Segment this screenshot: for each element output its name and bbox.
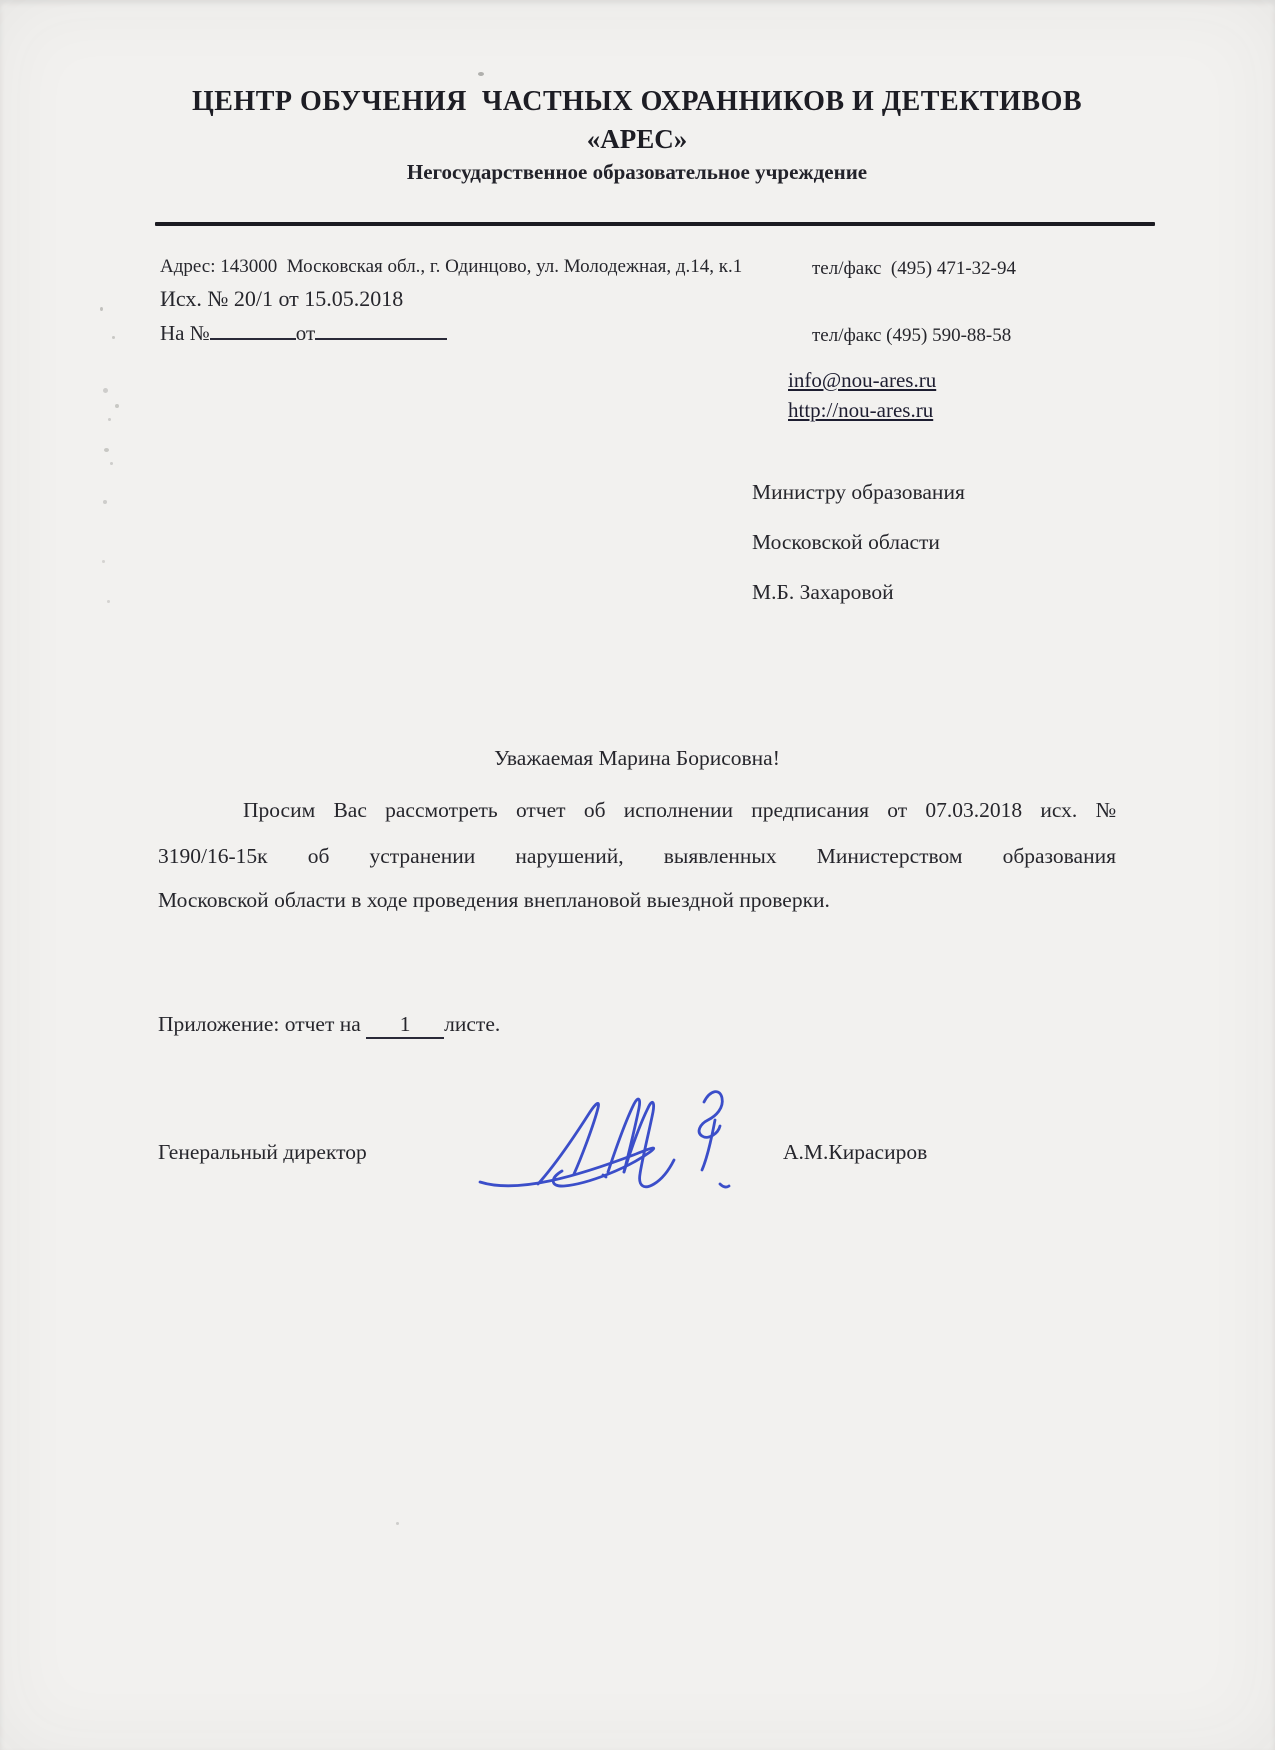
incoming-date-blank [315,318,447,340]
email-link: info@nou-ares.ru [788,368,937,392]
scan-speck [396,1522,399,1525]
website-link: http://nou-ares.ru [788,398,934,422]
body-line-2: 3190/16-15к об устранении нарушений, выявленных Министерством образования [158,844,1116,868]
recipient-line-2: Московской области [752,530,940,554]
salutation: Уважаемая Марина Борисовна! [494,746,780,770]
outgoing-number-line: Исх. № 20/1 от 15.05.2018 [160,286,404,311]
header-divider-rule [155,222,1155,226]
body-line-3: Московской области в ходе проведения внеплановой выездной проверки. [158,888,830,912]
incoming-reference-middle: от [295,320,316,345]
phone-fax-1: тел/факс (495) 471-32-94 [812,258,1016,279]
scan-speck [478,72,484,76]
attachment-label: Приложение: отчет на [158,1012,361,1036]
scan-speck [110,462,113,465]
address-line: Адрес: 143000 Московская обл., г. Одинцово, ул. Молодежная, д.14, к.1 [160,256,743,277]
body-line-1: Просим Вас рассмотреть отчет об исполнении предписания от 07.03.2018 исх. № [243,798,1116,822]
attachment-suffix: листе. [444,1012,501,1036]
scan-speck [115,404,119,408]
incoming-reference-line [160,318,447,346]
scan-speck [100,307,103,311]
organization-title-line1: ЦЕНТР ОБУЧЕНИЯ ЧАСТНЫХ ОХРАННИКОВ И ДЕТЕКТИВОВ [191,86,1083,117]
recipient-line-1: Министру образования [752,480,965,504]
organization-title-line2: «АРЕС» [586,124,688,154]
scan-speck [103,500,107,504]
scan-speck [108,418,111,421]
signer-position-title: Генеральный директор [158,1140,367,1164]
scan-speck [107,600,110,603]
attachment-line [158,1012,500,1039]
attachment-sheet-count: 1 [366,1012,444,1039]
organization-subtitle: Негосударственное образовательное учреждение [406,160,868,184]
scan-speck [112,336,115,339]
phone-fax-2: тел/факс (495) 590-88-58 [812,325,1012,346]
recipient-line-3: М.Б. Захаровой [752,580,894,604]
incoming-reference-prefix: На № [160,320,210,345]
incoming-number-blank [210,318,296,340]
scan-speck [103,388,108,393]
signature-ink [468,1072,748,1202]
scan-speck [102,560,105,563]
scan-speck [104,448,109,452]
signer-name: А.М.Кирасиров [783,1140,928,1164]
